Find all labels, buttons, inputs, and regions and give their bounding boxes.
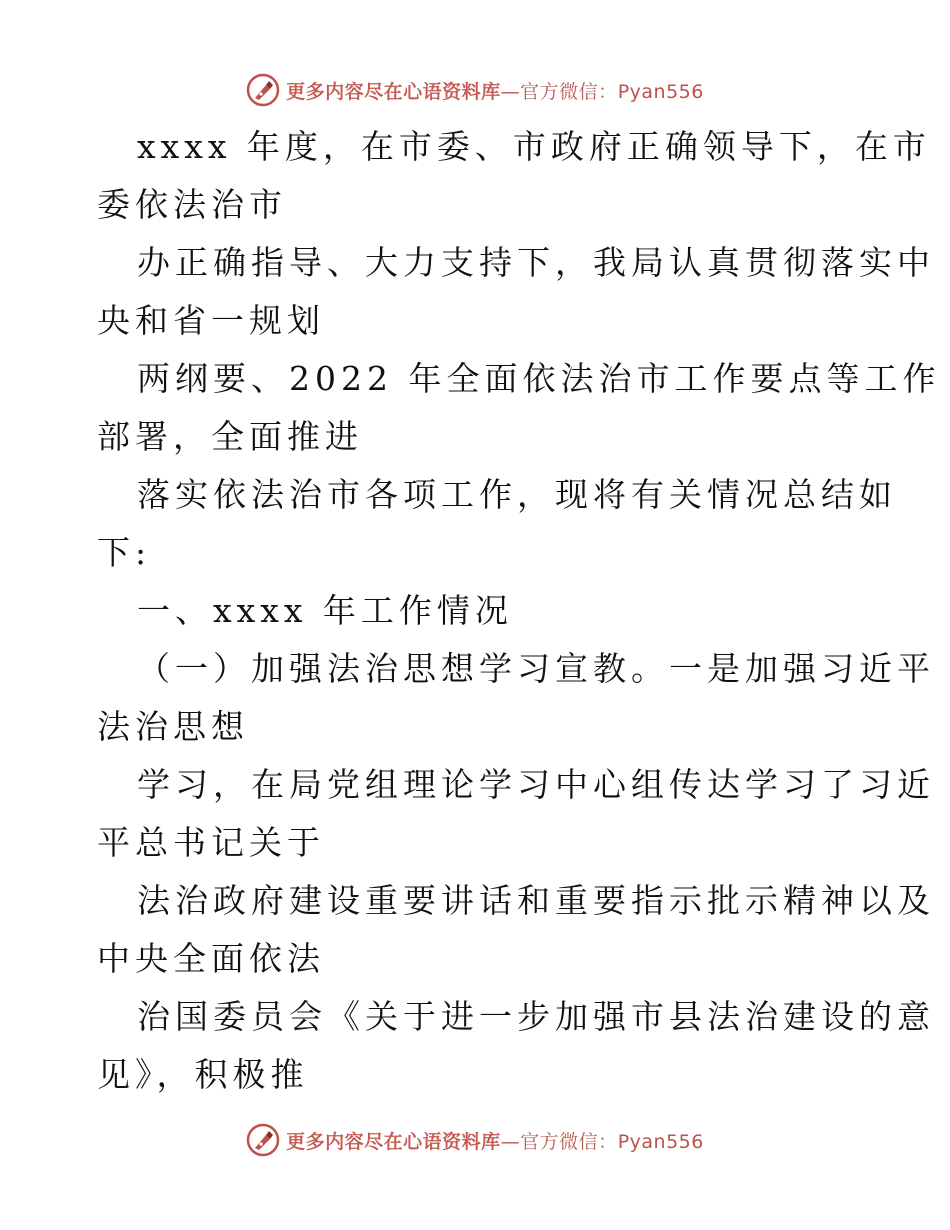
paragraph-line: 央和省一规划 <box>97 301 325 340</box>
watermark-wechat-id: Pyan556 <box>617 80 704 103</box>
paragraph-line: 委依法治市 <box>97 185 287 224</box>
watermark-text <box>286 1127 704 1154</box>
header-watermark <box>0 70 950 110</box>
watermark-wechat-label: 官方微信： <box>520 80 618 103</box>
section-heading: 一、xxxx 年工作情况 <box>137 591 513 630</box>
watermark-wechat-id: Pyan556 <box>617 1130 704 1153</box>
document-body <box>97 118 941 1104</box>
paragraph-line: 学习，在局党组理论学习中心组传达学习了习近 <box>137 765 935 804</box>
paragraph-line: 法治政府建设重要讲话和重要指示批示精神以及 <box>137 881 935 920</box>
paragraph-line: 中央全面依法 <box>97 939 325 978</box>
footer-watermark <box>0 1120 950 1160</box>
watermark-text <box>286 77 704 104</box>
watermark-brand: 更多内容尽在心语资料库 <box>286 1130 501 1153</box>
paragraph-line: （一）加强法治思想学习宣教。一是加强习近平 <box>137 649 935 688</box>
paragraph-line: 办正确指导、大力支持下，我局认真贯彻落实中 <box>137 243 935 282</box>
paragraph-line: 见》，积极推 <box>97 1055 309 1094</box>
watermark-wechat-label: 官方微信： <box>520 1130 618 1153</box>
paragraph-line: 法治思想 <box>97 707 249 746</box>
paragraph-line: 平总书记关于 <box>97 823 325 862</box>
paragraph-line: 落实依法治市各项工作，现将有关情况总结如 <box>137 475 897 514</box>
paragraph-line: 部署，全面推进 <box>97 417 363 456</box>
watermark-separator: — <box>500 1130 521 1153</box>
paragraph-line: xxxx 年度，在市委、市政府正确领导下，在市 <box>137 127 931 166</box>
watermark-brand: 更多内容尽在心语资料库 <box>286 80 501 103</box>
pen-nib-icon <box>246 1123 280 1157</box>
paragraph-line: 下: <box>97 533 152 572</box>
paragraph-line: 两纲要、2022 年全面依法治市工作要点等工作 <box>137 359 941 398</box>
watermark-separator: — <box>500 80 521 103</box>
pen-nib-icon <box>246 73 280 107</box>
paragraph-line: 治国委员会《关于进一步加强市县法治建设的意 <box>137 997 935 1036</box>
